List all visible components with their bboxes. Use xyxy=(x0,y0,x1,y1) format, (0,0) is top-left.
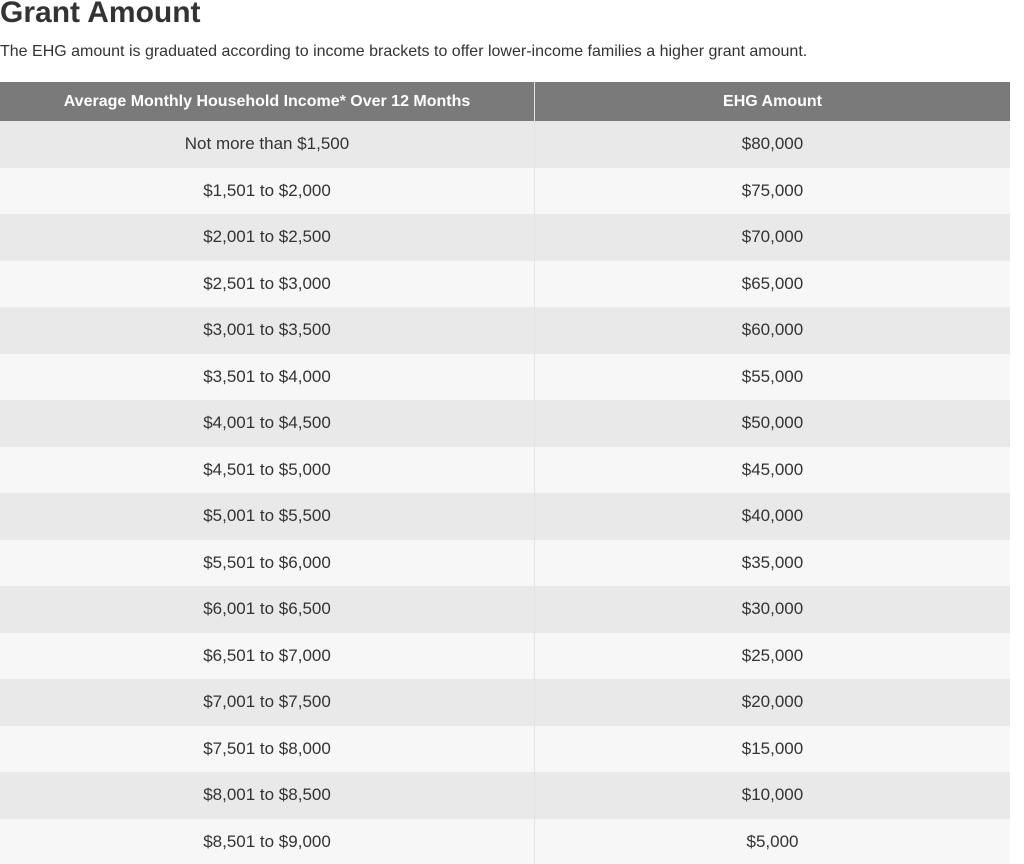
header-income: Average Monthly Household Income* Over 12 Months xyxy=(0,82,535,121)
amount-cell: $50,000 xyxy=(535,400,1011,447)
income-cell: Not more than $1,500 xyxy=(0,121,535,168)
amount-cell: $60,000 xyxy=(535,307,1011,354)
table-row xyxy=(0,493,1010,540)
income-cell: $4,001 to $4,500 xyxy=(0,400,535,447)
amount-cell: $10,000 xyxy=(535,772,1011,819)
table-header-row xyxy=(0,82,1010,121)
table-row xyxy=(0,214,1010,261)
page-title: Grant Amount xyxy=(0,0,201,29)
intro-text: The EHG amount is graduated according to income brackets to offer lower-income families a higher grant amount. xyxy=(0,43,808,60)
income-cell: $3,501 to $4,000 xyxy=(0,354,535,401)
table-row xyxy=(0,354,1010,401)
amount-cell: $75,000 xyxy=(535,168,1011,215)
header-ehg-amount: EHG Amount xyxy=(535,82,1011,121)
income-cell: $3,001 to $3,500 xyxy=(0,307,535,354)
income-cell: $7,001 to $7,500 xyxy=(0,679,535,726)
amount-cell: $5,000 xyxy=(535,819,1011,864)
income-cell: $5,001 to $5,500 xyxy=(0,493,535,540)
table-row xyxy=(0,633,1010,680)
income-cell: $6,001 to $6,500 xyxy=(0,586,535,633)
income-cell: $6,501 to $7,000 xyxy=(0,633,535,680)
grant-amount-table xyxy=(0,82,1010,864)
income-cell: $4,501 to $5,000 xyxy=(0,447,535,494)
amount-cell: $25,000 xyxy=(535,633,1011,680)
table-row xyxy=(0,447,1010,494)
amount-cell: $35,000 xyxy=(535,540,1011,587)
table-row xyxy=(0,540,1010,587)
table-row xyxy=(0,679,1010,726)
table-row xyxy=(0,819,1010,864)
amount-cell: $45,000 xyxy=(535,447,1011,494)
income-cell: $5,501 to $6,000 xyxy=(0,540,535,587)
table-row xyxy=(0,168,1010,215)
amount-cell: $20,000 xyxy=(535,679,1011,726)
income-cell: $1,501 to $2,000 xyxy=(0,168,535,215)
table-row xyxy=(0,586,1010,633)
amount-cell: $40,000 xyxy=(535,493,1011,540)
table-row xyxy=(0,772,1010,819)
table-row xyxy=(0,121,1010,168)
amount-cell: $15,000 xyxy=(535,726,1011,773)
amount-cell: $65,000 xyxy=(535,261,1011,308)
amount-cell: $30,000 xyxy=(535,586,1011,633)
amount-cell: $55,000 xyxy=(535,354,1011,401)
amount-cell: $80,000 xyxy=(535,121,1011,168)
table-row xyxy=(0,400,1010,447)
table-row xyxy=(0,307,1010,354)
income-cell: $7,501 to $8,000 xyxy=(0,726,535,773)
amount-cell: $70,000 xyxy=(535,214,1011,261)
income-cell: $2,501 to $3,000 xyxy=(0,261,535,308)
table-row xyxy=(0,726,1010,773)
income-cell: $8,501 to $9,000 xyxy=(0,819,535,864)
table-row xyxy=(0,261,1010,308)
income-cell: $2,001 to $2,500 xyxy=(0,214,535,261)
income-cell: $8,001 to $8,500 xyxy=(0,772,535,819)
